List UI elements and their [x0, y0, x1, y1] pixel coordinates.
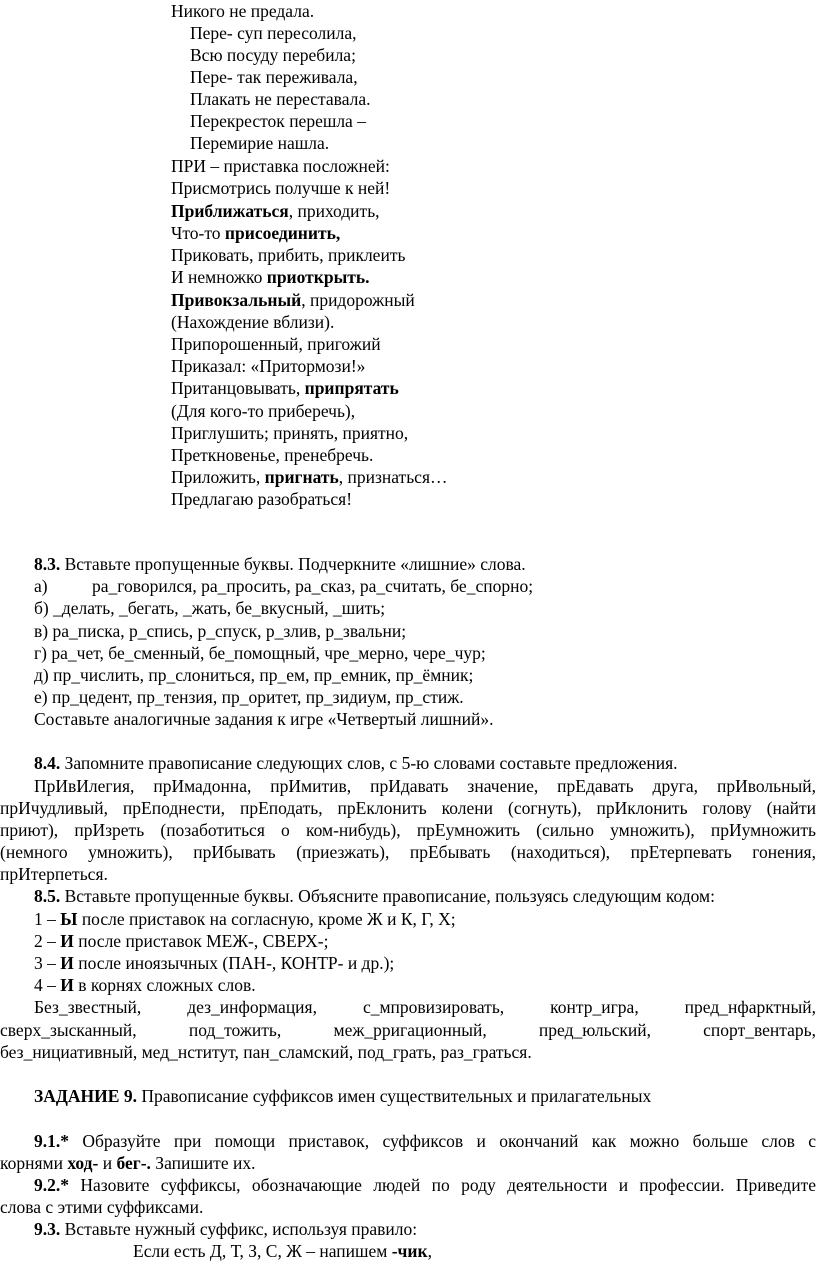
- poem-line: Пере- так переживала,: [190, 67, 358, 87]
- task-title: Вставьте пропущенные буквы. Подчеркните «лишние» слова.: [60, 554, 526, 574]
- poem-line: [171, 200, 380, 222]
- poem-line: Присмотрись получше к ней!: [171, 178, 391, 198]
- exercise-line-b: б) _делать, _бегать, _жать, бе_вкусный, _шить;: [34, 598, 386, 618]
- poem-line: Преткновенье, пренебречь.: [171, 445, 374, 465]
- exercise-note: Составьте аналогичные задания к игре «Четвертый лишний».: [34, 709, 494, 729]
- task-9-2-line: слова с этими суффиксами.: [0, 1197, 204, 1217]
- poem-line: [171, 266, 369, 288]
- poem-line: Плакать не переставала.: [190, 89, 371, 109]
- poem-bold-word: Привокзальный: [171, 290, 302, 310]
- exercise-words-line: без_нициативный, мед_нститут, пан_сламский, под_грать, раз_граться.: [0, 1042, 532, 1062]
- poem-bold-word: присоединить,: [224, 223, 341, 243]
- poem-text: И немножко: [171, 267, 267, 287]
- task-title: Вставьте пропущенные буквы. Объясните правописание, пользуясь следующим кодом:: [60, 886, 715, 906]
- poem-bold-word: приоткрыть.: [266, 267, 370, 287]
- task-text: и: [98, 1153, 117, 1173]
- poem-line: (Для кого-то приберечь),: [171, 401, 356, 421]
- poem-line: Пере- суп пересолила,: [190, 23, 357, 43]
- poem-line: [171, 466, 448, 488]
- exercise-words-line: Без_звестный, дез_информация, с_мпровизировать, контр_игра, пред_нфарктный,: [34, 997, 816, 1017]
- suffix: -чик: [391, 1241, 428, 1261]
- code-rule-3: [34, 952, 394, 974]
- rule-number: 1 –: [34, 909, 61, 929]
- code-rule-1: [34, 908, 456, 930]
- task-number: 8.4.: [34, 753, 61, 773]
- poem-bold-word: Приближаться: [171, 201, 289, 221]
- poem-line: Приказал: «Притормози!»: [171, 356, 366, 376]
- rule-text: ,: [427, 1241, 432, 1261]
- task-8-5-heading: [34, 885, 715, 907]
- task-9-1-line: [0, 1152, 255, 1174]
- poem-line: [171, 222, 340, 244]
- poem-text: Пританцовывать,: [171, 378, 305, 398]
- exercise-label: а): [34, 576, 48, 596]
- rule-text: Если есть Д, Т, З, С, Ж – напишем: [133, 1241, 392, 1261]
- code-rule-2: [34, 930, 328, 952]
- exercise-line-e: е) пр_цедент, пр_тензия, пр_оритет, пр_зидиум, пр_стиж.: [34, 687, 464, 707]
- task-number: 9.2.*: [34, 1175, 69, 1195]
- word-list-line: (немного умножить), прИбывать (приезжать), прЕбывать (находиться), прЕтерпевать гонения,: [0, 842, 816, 862]
- rule-number: 4 –: [34, 975, 61, 995]
- task-9-2-line: [34, 1174, 816, 1196]
- task-9-heading: [34, 1085, 651, 1107]
- task-text: Вставьте нужный суффикс, используя правило:: [60, 1219, 418, 1239]
- word-list-line: ПрИвИлегия, прИмадонна, прИмитив, прИдавать значение, прЕдавать друга, прИвольный,: [34, 776, 816, 796]
- task-8-3-heading: [34, 553, 526, 575]
- task-number: ЗАДАНИЕ 9.: [34, 1086, 137, 1106]
- task-9-1-line: [34, 1130, 816, 1152]
- task-9-3-line: [34, 1218, 417, 1240]
- task-text: Образуйте при помощи приставок, суффиксов и окончаний как можно больше слов с: [69, 1131, 816, 1151]
- poem-line: ПРИ – приставка посложней:: [171, 156, 390, 176]
- rule-letter: И: [60, 953, 74, 973]
- rule-letter: И: [60, 975, 74, 995]
- poem-text: , признаться…: [338, 467, 448, 487]
- task-number: 9.1.*: [34, 1131, 69, 1151]
- root-word: бег-.: [116, 1153, 151, 1173]
- exercise-text: ра_говорился, ра_просить, ра_сказ, ра_считать, бе_спорно;: [92, 576, 534, 596]
- rule-number: 2 –: [34, 931, 61, 951]
- task-title: Запомните правописание следующих слов, с 5-ю словами составьте предложения.: [60, 753, 678, 773]
- poem-line: [171, 377, 399, 399]
- rule-text: после приставок на согласную, кроме Ж и К, Г, Х;: [77, 909, 456, 929]
- poem-line: Предлагаю разобраться!: [171, 489, 353, 509]
- exercise-line-g: г) ра_чет, бе_сменный, бе_помощный, чре_мерно, чере_чур;: [34, 643, 486, 663]
- poem-line: Приглушить; принять, приятно,: [171, 423, 409, 443]
- task-number: 9.3.: [34, 1219, 61, 1239]
- task-title: Правописание суффиксов имен существительных и прилагательных: [136, 1086, 652, 1106]
- word-list-line: прИтерпеться.: [0, 864, 108, 884]
- rule-text: в корнях сложных слов.: [73, 975, 256, 995]
- code-rule-4: [34, 974, 256, 996]
- rule-letter: Ы: [60, 909, 78, 929]
- rule-text: после приставок МЕЖ-, СВЕРХ-;: [73, 931, 329, 951]
- task-text: Запишите их.: [150, 1153, 256, 1173]
- exercise-line-a: [34, 575, 533, 597]
- task-text: Назовите суффиксы, обозначающие людей по роду деятельности и профессии. Приведите: [69, 1175, 816, 1195]
- word-list-line: прИчудливый, прЕподнести, прЕподать, прЕклонить колени (согнуть), прИклонить голову (найти: [0, 798, 816, 818]
- poem-bold-word: пригнать: [264, 467, 339, 487]
- rule-text: после иноязычных (ПАН-, КОНТР- и др.);: [73, 953, 395, 973]
- poem-line: [171, 289, 415, 311]
- poem-line: Припорошенный, пригожий: [171, 334, 381, 354]
- rule-letter: И: [60, 931, 74, 951]
- poem-text: , придорожный: [301, 290, 415, 310]
- poem-line: Всю посуду перебила;: [190, 45, 356, 65]
- rule-number: 3 –: [34, 953, 61, 973]
- rule-line: [133, 1240, 432, 1262]
- task-number: 8.5.: [34, 886, 61, 906]
- poem-bold-word: припрятать: [304, 378, 399, 398]
- poem-line: Перекресток перешла –: [190, 111, 366, 131]
- poem-line: Перемирие нашла.: [190, 133, 330, 153]
- task-text: корнями: [0, 1153, 68, 1173]
- poem-text: Приложить,: [171, 467, 265, 487]
- poem-text: Что-то: [171, 223, 225, 243]
- exercise-words-line: сверх_зысканный, под_тожить, меж_рригационный, пред_юльский, спорт_вентарь,: [0, 1020, 816, 1040]
- root-word: ход-: [67, 1153, 99, 1173]
- exercise-line-d: д) пр_числить, пр_слониться, пр_ем, пр_емник, пр_ёмник;: [34, 665, 474, 685]
- word-list-line: приют), прИзреть (позаботиться о ком-нибудь), прЕумножить (сильно умножить), прИумножить: [0, 820, 816, 840]
- exercise-line-v: в) ра_писка, р_спись, р_спуск, р_злив, р_звальни;: [34, 621, 407, 641]
- poem-line: Никого не предала.: [171, 1, 315, 21]
- poem-line: Приковать, прибить, приклеить: [171, 245, 406, 265]
- poem-line: (Нахождение вблизи).: [171, 312, 335, 332]
- poem-text: , приходить,: [288, 201, 380, 221]
- task-8-4-heading: [34, 752, 678, 774]
- task-number: 8.3.: [34, 554, 61, 574]
